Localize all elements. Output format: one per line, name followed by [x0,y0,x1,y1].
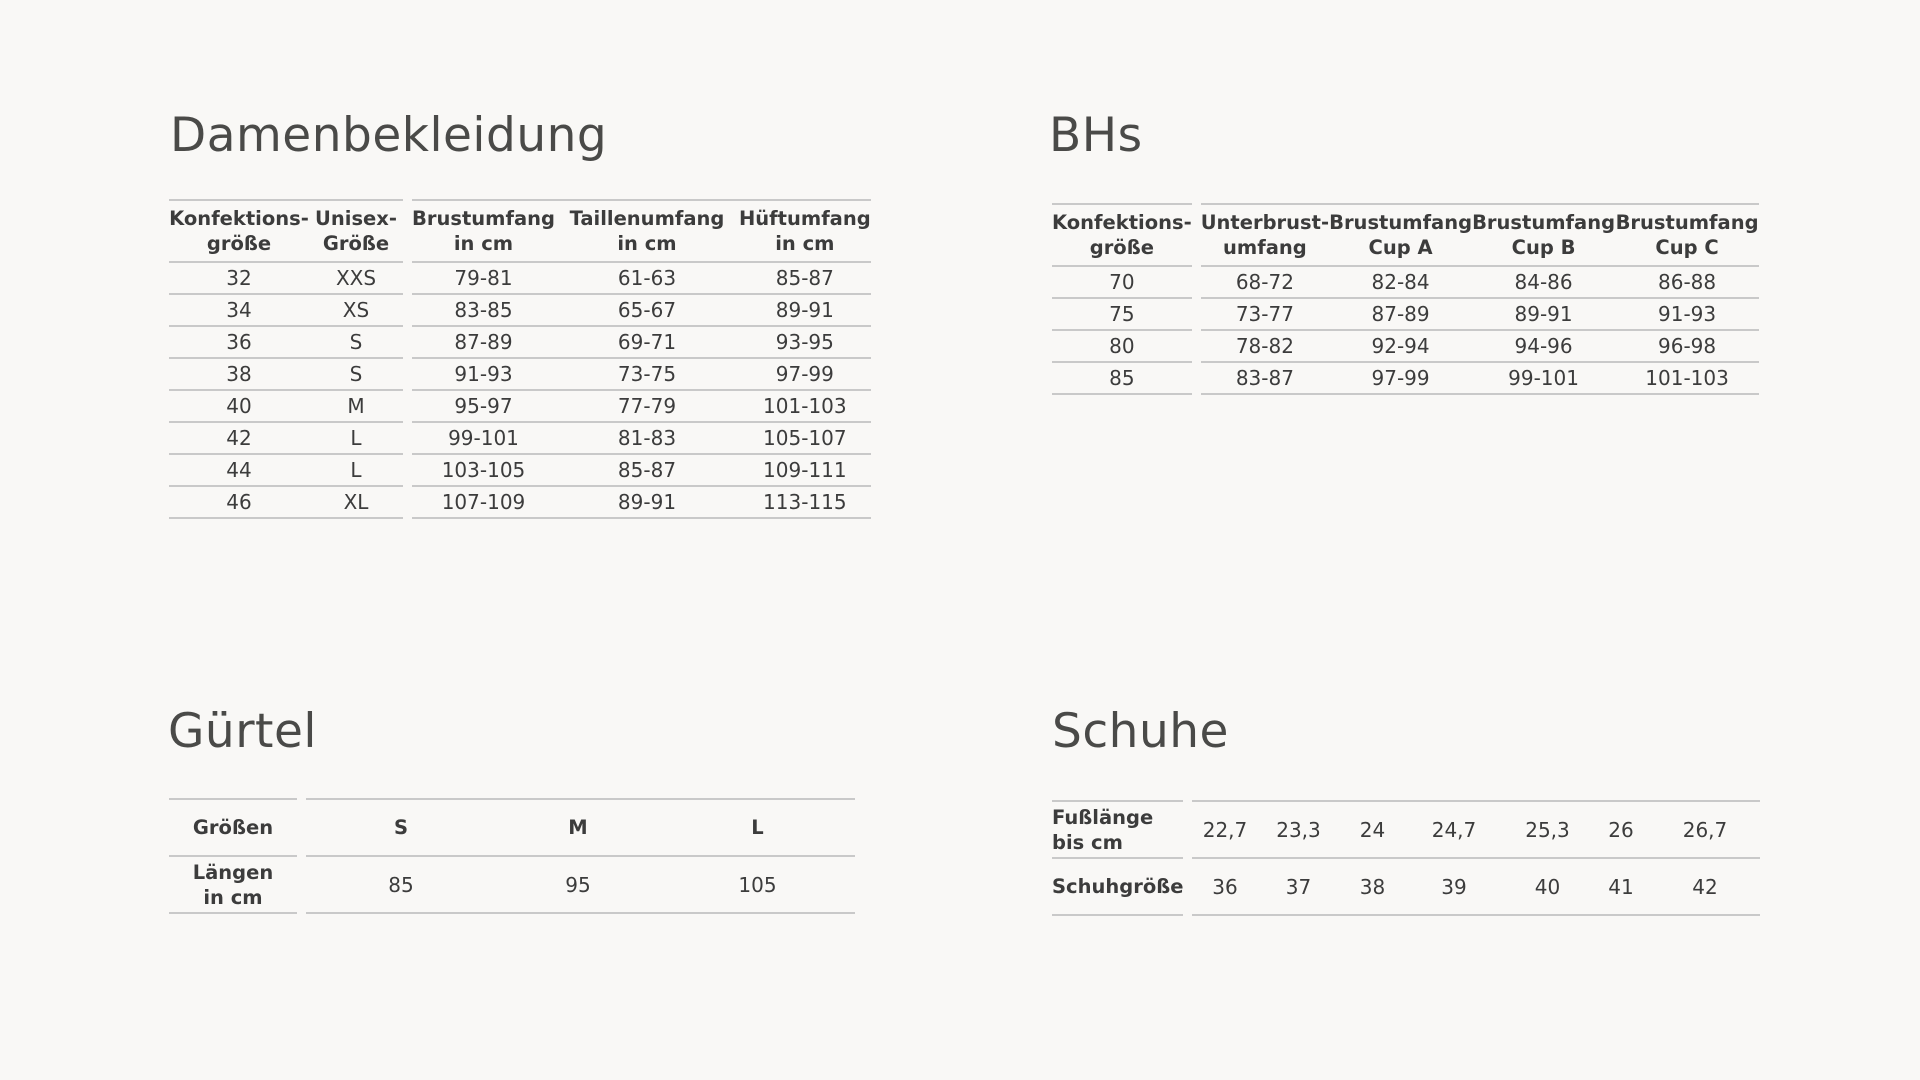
table-cell: 75 [1052,299,1192,331]
table-cell: M [309,391,403,423]
table-cell: 97-99 [739,359,871,391]
guertel-size-table [169,798,855,914]
table-cell: 103-105 [412,455,555,487]
table-cell: 69-71 [555,327,739,359]
table-cell: 26,7 [1649,800,1760,859]
damen-size-table-wrap [169,199,871,519]
header-cell: Konfektions- größe [169,199,309,263]
section-damenbekleidung [170,108,608,163]
header-cell: Brustumfang in cm [412,199,555,263]
table-cell: 32 [169,263,309,295]
table-row [1052,363,1759,395]
row-label: Längen in cm [169,857,297,914]
table-cell: 65-67 [555,295,739,327]
table-cell: 91-93 [1615,299,1759,331]
table-cell: 91-93 [412,359,555,391]
table-cell: 23,3 [1257,800,1339,859]
guertel-size-table-wrap [169,798,855,914]
table-cell: 95 [496,857,660,914]
table-row [169,263,871,295]
table-header-row [1052,203,1759,267]
table-cell: 105 [660,857,855,914]
table-header-row [169,199,871,263]
row-label: Fußlänge bis cm [1052,800,1183,859]
table-row [169,327,871,359]
table-cell: 44 [169,455,309,487]
bhs-size-table [1052,203,1759,395]
section-title: Schuhe [1052,704,1229,759]
table-row [1052,800,1760,859]
table-cell: 38 [1339,859,1405,916]
table-cell: 36 [1192,859,1257,916]
table-cell: XL [309,487,403,519]
table-cell: 40 [1502,859,1592,916]
table-cell: 39 [1405,859,1502,916]
table-cell: M [496,798,660,857]
table-cell: 82-84 [1329,267,1472,299]
table-cell: 68-72 [1201,267,1329,299]
table-cell: 22,7 [1192,800,1257,859]
table-cell: 73-75 [555,359,739,391]
table-cell: S [309,327,403,359]
table-row [169,487,871,519]
table-cell: S [306,798,496,857]
header-cell: Unisex- Größe [309,199,403,263]
table-cell: 87-89 [1329,299,1472,331]
table-cell: 79-81 [412,263,555,295]
table-cell: 86-88 [1615,267,1759,299]
header-cell: Unterbrust- umfang [1201,203,1329,267]
section-guertel [168,704,317,759]
table-row [169,798,855,857]
section-title: Gürtel [168,704,317,759]
table-cell: 25,3 [1502,800,1592,859]
header-cell: Brustumfang Cup C [1615,203,1759,267]
section-title: BHs [1049,108,1143,163]
row-label: Schuhgröße [1052,859,1183,916]
table-cell: 113-115 [739,487,871,519]
table-cell: 89-91 [1472,299,1615,331]
header-cell: Brustumfang Cup A [1329,203,1472,267]
table-cell: 89-91 [555,487,739,519]
table-cell: 41 [1592,859,1649,916]
table-cell: S [309,359,403,391]
table-cell: 85-87 [555,455,739,487]
table-cell: 99-101 [1472,363,1615,395]
table-cell: 83-85 [412,295,555,327]
table-cell: 85 [306,857,496,914]
table-row [169,423,871,455]
table-cell: 46 [169,487,309,519]
table-cell: 24 [1339,800,1405,859]
table-row [169,391,871,423]
table-cell: 97-99 [1329,363,1472,395]
table-cell: 70 [1052,267,1192,299]
table-cell: 42 [169,423,309,455]
table-cell: 84-86 [1472,267,1615,299]
table-cell: L [660,798,855,857]
table-row [1052,299,1759,331]
table-cell: 38 [169,359,309,391]
table-cell: 87-89 [412,327,555,359]
table-cell: 107-109 [412,487,555,519]
table-cell: 73-77 [1201,299,1329,331]
schuhe-size-table-wrap [1052,800,1760,916]
table-cell: 42 [1649,859,1760,916]
table-cell: 37 [1257,859,1339,916]
table-row [1052,859,1760,916]
table-row [169,359,871,391]
table-cell: 101-103 [1615,363,1759,395]
table-row [169,455,871,487]
table-cell: 101-103 [739,391,871,423]
table-cell: 80 [1052,331,1192,363]
damen-size-table [169,199,871,519]
table-cell: 81-83 [555,423,739,455]
schuhe-size-table [1052,800,1760,916]
table-cell: 61-63 [555,263,739,295]
table-cell: 109-111 [739,455,871,487]
table-cell: 34 [169,295,309,327]
table-cell: XS [309,295,403,327]
section-schuhe [1052,704,1229,759]
row-label: Größen [169,798,297,857]
header-cell: Brustumfang Cup B [1472,203,1615,267]
bhs-size-table-wrap [1052,203,1759,395]
table-cell: 85-87 [739,263,871,295]
table-cell: 40 [169,391,309,423]
table-cell: L [309,423,403,455]
table-cell: 94-96 [1472,331,1615,363]
table-cell: 92-94 [1329,331,1472,363]
table-cell: 93-95 [739,327,871,359]
table-cell: 99-101 [412,423,555,455]
table-cell: 26 [1592,800,1649,859]
table-cell: 89-91 [739,295,871,327]
table-cell: XXS [309,263,403,295]
table-cell: 96-98 [1615,331,1759,363]
section-title: Damenbekleidung [170,108,608,163]
section-bhs [1049,108,1143,163]
table-cell: 95-97 [412,391,555,423]
table-cell: L [309,455,403,487]
table-cell: 78-82 [1201,331,1329,363]
table-cell: 105-107 [739,423,871,455]
header-cell: Taillenumfang in cm [555,199,739,263]
header-cell: Konfektions- größe [1052,203,1192,267]
table-cell: 77-79 [555,391,739,423]
table-cell: 83-87 [1201,363,1329,395]
table-cell: 85 [1052,363,1192,395]
header-cell: Hüftumfang in cm [739,199,871,263]
table-cell: 24,7 [1405,800,1502,859]
table-row [1052,331,1759,363]
table-row [169,295,871,327]
table-cell: 36 [169,327,309,359]
table-row [169,857,855,914]
table-row [1052,267,1759,299]
